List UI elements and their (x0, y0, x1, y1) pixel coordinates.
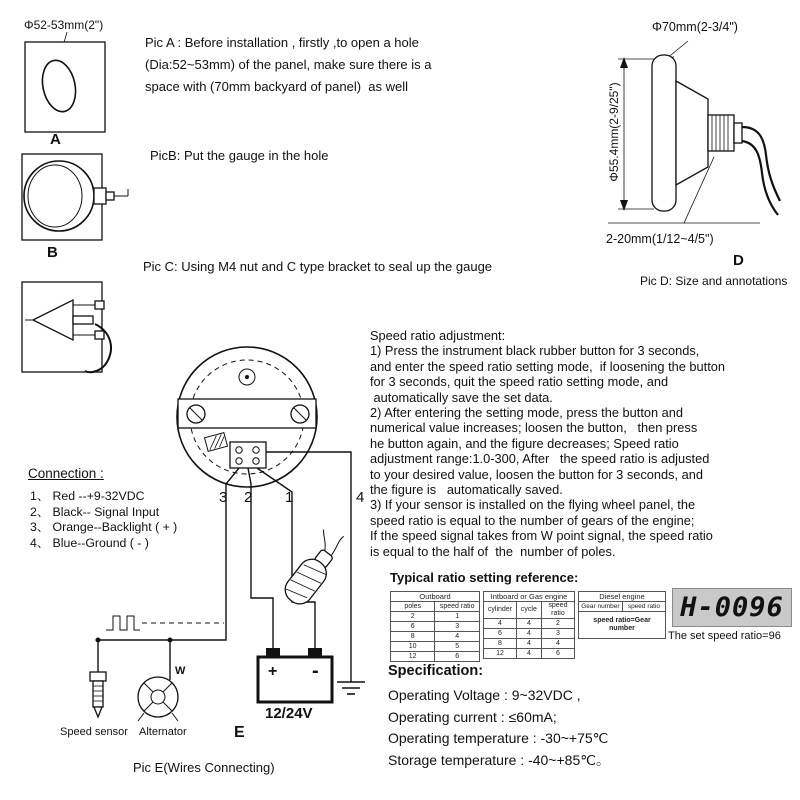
speed-ratio-line: 1) Press the instrument black rubber button for 3 seconds, (370, 343, 700, 359)
terminal-number-1: 1 (285, 489, 294, 506)
cell: 6 (484, 629, 517, 639)
alternator-symbol (138, 677, 178, 721)
pic-a-caption-line-3: space with (70mm backyard of panel) as well (145, 79, 409, 94)
speed-ratio-line: for 3 seconds, quit the speed ratio setting mode, and (370, 374, 669, 390)
table-row (484, 619, 575, 629)
wiring-diagram (60, 340, 405, 755)
cell: 4 (516, 639, 541, 649)
pic-d-drawing (600, 15, 800, 250)
pic-d-dim-top: Φ70mm(2-3/4") (652, 20, 738, 34)
pic-d-dim-side: Φ55.4mm(2-9/25") (607, 82, 621, 182)
diesel-table (578, 591, 666, 639)
pic-a-letter: A (50, 131, 61, 148)
ground-symbol (337, 682, 365, 694)
pic-e-letter: E (234, 724, 245, 741)
cell: 4 (541, 639, 574, 649)
pic-a-caption-line-1: Pic A : Before installation , firstly ,to open a hole (145, 35, 419, 50)
col-header: cylinder (484, 602, 517, 619)
pulse-signal-symbol (106, 616, 224, 630)
battery (258, 648, 332, 722)
pic-a-dimension-label: Φ52-53mm(2") (24, 18, 104, 32)
speed-ratio-line: automatically save the set data. (370, 389, 553, 405)
pic-d-letter: D (733, 252, 744, 269)
col-header: cycle (516, 602, 541, 619)
table-row (391, 642, 480, 652)
ratio-display-caption: The set speed ratio=96 (668, 630, 781, 642)
pic-b-drawing (15, 146, 155, 246)
cell: 4 (484, 619, 517, 629)
specification-title: Specification: (388, 663, 484, 679)
table-row (391, 632, 480, 642)
table-row (484, 649, 575, 659)
terminal-number-4: 4 (356, 489, 365, 506)
cell: 6 (541, 649, 574, 659)
table-row (391, 602, 480, 612)
speed-ratio-line: Speed ratio adjustment: (370, 328, 506, 343)
cell: 8 (484, 639, 517, 649)
connection-item: 4、 Blue--Ground ( - ) (30, 535, 149, 550)
battery-plus-sign: + (268, 663, 278, 680)
specification-list (388, 685, 610, 771)
intboard-table-title: Intboard or Gas engine (484, 592, 575, 602)
cell: 12 (391, 652, 435, 662)
speed-ratio-line: the figure is automatically saved. (370, 482, 563, 498)
terminal-number-3: 3 (219, 489, 228, 506)
cell: 4 (516, 619, 541, 629)
table-row (391, 592, 480, 602)
alternator-label: Alternator (139, 726, 187, 738)
speed-sensor-symbol (90, 672, 106, 717)
spec-line: Storage temperature : -40~+85℃。 (388, 751, 610, 768)
speed-ratio-line: speed ratio is equal to the number of gears of the engine; (370, 512, 695, 528)
speed-ratio-line: numerical value increases; loosen the button, then press (370, 420, 698, 436)
pic-d-caption: Pic D: Size and annotations (640, 274, 788, 288)
connection-item: 1、 Red --+9-32VDC (30, 489, 145, 503)
speed-ratio-line: he button again, and the figure decreases; Speed ratio (370, 435, 679, 451)
speed-sensor-label: Speed sensor (60, 726, 128, 738)
battery-voltage-label: 12/24V (265, 705, 313, 722)
table-row (484, 592, 575, 602)
pic-c-caption: Pic C: Using M4 nut and C type bracket to seal up the gauge (143, 259, 493, 274)
pic-d-dim-bottom: 2-20mm(1/12~4/5") (606, 232, 714, 246)
speed-ratio-line: to your desired value, loosen the button for 3 seconds, and (370, 466, 703, 482)
cell: 4 (516, 629, 541, 639)
cell: 4 (516, 649, 541, 659)
cell: 12 (484, 649, 517, 659)
table-row (484, 602, 575, 619)
table-row (391, 652, 480, 662)
cell: 2 (541, 619, 574, 629)
intboard-table (483, 591, 575, 659)
cell: 6 (435, 652, 480, 662)
terminal-number-2: 2 (244, 489, 253, 506)
ratio-display-value: H-0096 (680, 592, 784, 623)
pic-a-drawing (15, 20, 145, 140)
outboard-table (390, 591, 480, 662)
spec-line: Operating current : ≤60mA; (388, 708, 557, 725)
gauge-rear-view (177, 347, 317, 487)
connection-item: 3、 Orange--Backlight ( + ) (30, 520, 178, 534)
cell: 3 (541, 629, 574, 639)
speed-ratio-line: adjustment range:1.0-300, After the speed ratio is adjusted (370, 451, 710, 467)
diesel-table-title: Diesel engine (579, 592, 666, 602)
cell: 6 (391, 622, 435, 632)
ratio-reference-title: Typical ratio setting reference: (390, 570, 579, 585)
speed-ratio-line: If the speed signal takes from W point signal, the speed ratio (370, 528, 713, 544)
table-row (579, 602, 666, 612)
cell: 10 (391, 642, 435, 652)
cell: 1 (435, 612, 480, 622)
table-row (579, 612, 666, 639)
vent-hatch (205, 433, 228, 452)
pic-e-caption: Pic E(Wires Connecting) (133, 760, 275, 775)
pic-b-letter: B (47, 244, 58, 261)
col-header: speed ratio (435, 602, 480, 612)
cell: 2 (391, 612, 435, 622)
speed-ratio-line: is equal to the half of the number of poles. (370, 543, 616, 559)
table-row (391, 622, 480, 632)
diesel-note: speed ratio=Gear number (579, 612, 666, 639)
connection-title: Connection : (28, 466, 104, 481)
col-header: speed ratio (622, 602, 665, 612)
col-header: speed ratio (541, 602, 574, 619)
speed-ratio-line: 2) After entering the setting mode, press the button and (370, 405, 684, 421)
spec-line: Operating temperature : -30~+75℃ (388, 730, 609, 746)
spec-line: Operating Voltage : 9~32VDC , (388, 687, 581, 703)
outboard-table-title: Outboard (391, 592, 480, 602)
w-terminal-label: W (175, 665, 186, 677)
table-row (484, 639, 575, 649)
cell: 8 (391, 632, 435, 642)
pic-a-caption-line-2: (Dia:52~53mm) of the panel, make sure there is a (145, 57, 432, 72)
cell: 5 (435, 642, 480, 652)
speed-ratio-line: and enter the speed ratio setting mode, if loosening the button (370, 358, 726, 374)
col-header: poles (391, 602, 435, 612)
pic-b-caption: PicB: Put the gauge in the hole (150, 148, 329, 163)
cell: 3 (435, 622, 480, 632)
connector-block (230, 442, 266, 468)
connection-item: 2、 Black-- Signal Input (30, 504, 160, 519)
col-header: Gear number (579, 602, 623, 612)
speed-ratio-line: 3) If your sensor is installed on the flying wheel panel, the (370, 497, 696, 513)
table-row (484, 629, 575, 639)
cell: 4 (435, 632, 480, 642)
table-row (391, 612, 480, 622)
table-row (579, 592, 666, 602)
rubber-button (277, 524, 353, 609)
ratio-display (672, 588, 792, 627)
battery-minus-sign: - (312, 660, 319, 682)
pic-a-caption (145, 32, 432, 98)
speed-ratio-adjustment-text (370, 328, 725, 559)
